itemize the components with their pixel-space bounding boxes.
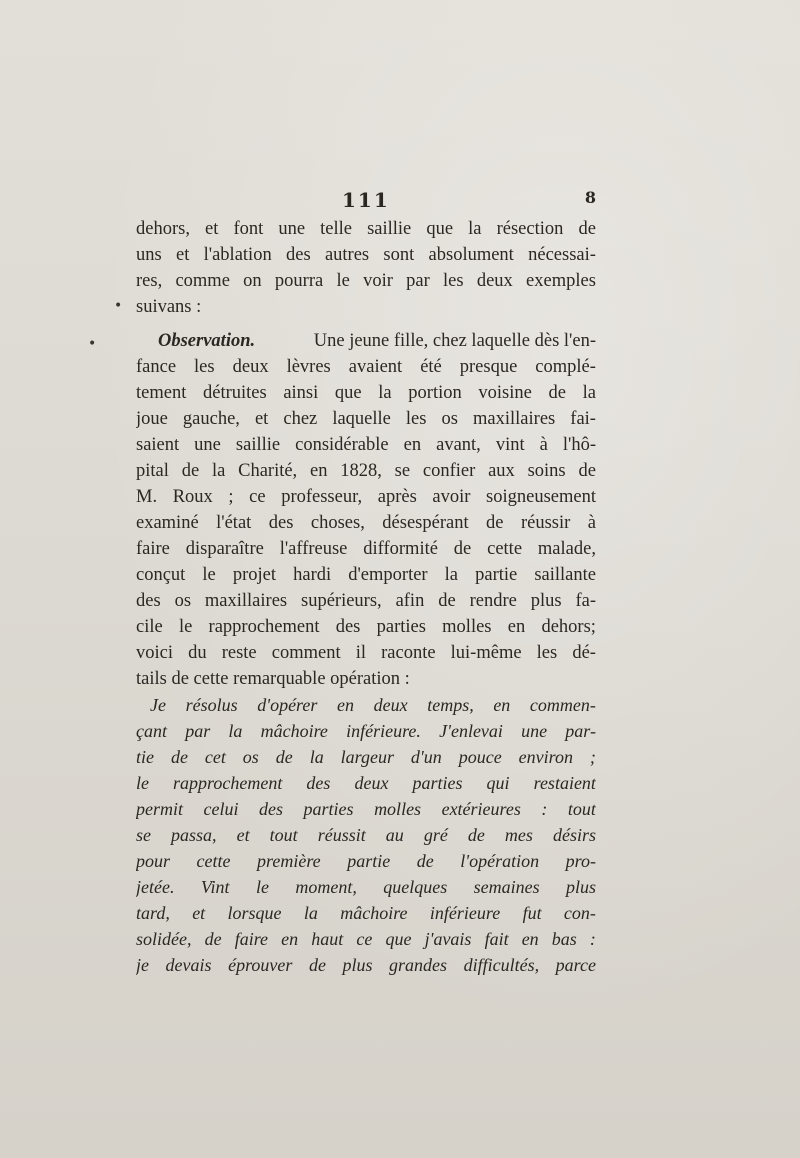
text-line: jetée. Vint le moment, quelques semaines plus [136,877,596,897]
text-line: permit celui des parties molles extérieures : tout [136,799,596,819]
page-number: 111 [342,188,390,212]
text-line: pital de la Charité, en 1828, se confier aux soins de [136,461,596,481]
text-line: tails de cette remarquable opération : [136,669,410,689]
text-line: je devais éprouver de plus grandes difficultés, parce [136,955,596,975]
text-line: fance les deux lèvres avaient été presque complé- [136,357,596,377]
paragraph-quotation [136,692,596,978]
text-line: examiné l'état des choses, désespérant de réussir à [136,513,596,533]
margin-mark: • [88,336,97,352]
text-line: çant par la mâchoire inférieure. J'enlevai une par- [136,721,596,741]
text-line: tie de cet os de la largeur d'un pouce environ ; [136,747,596,767]
text-line: des os maxillaires supérieurs, afin de rendre plus fa- [136,591,596,611]
signature-mark: 8 [584,188,596,207]
text-line: Je résolus d'opérer en deux temps, en commen- [150,695,596,715]
text-line: faire disparaître l'affreuse difformité de cette malade, [136,539,596,559]
text-line: se passa, et tout réussit au gré de mes désirs [136,825,596,845]
body-text [136,216,596,978]
paragraph-observation [136,328,596,692]
text-line: conçut le projet hardi d'emporter la partie saillante [136,565,596,585]
text-line [136,328,596,354]
text-line: cile le rapprochement des parties molles en dehors; [136,617,596,637]
text-line: dehors, et font une telle saillie que la résection de [136,219,596,239]
text-line: uns et l'ablation des autres sont absolument nécessai- [136,245,596,265]
text-line: res, comme on pourra le voir par les deux exemples [136,271,596,291]
observation-first-line: Une jeune fille, chez laquelle dès l'en- [313,331,596,351]
paragraph-intro [136,216,596,320]
observation-heading: Observation. [158,331,256,351]
text-line: tard, et lorsque la mâchoire inférieure fut con- [136,903,596,923]
text-line: le rapprochement des deux parties qui restaient [136,773,596,793]
text-line: voici du reste comment il raconte lui-même les dé- [136,643,596,663]
text-line: joue gauche, et chez laquelle les os maxillaires fai- [136,409,596,429]
text-line: M. Roux ; ce professeur, après avoir soigneusement [136,487,596,507]
text-line: solidée, de faire en haut ce que j'avais fait en bas : [136,929,596,949]
text-line: saient une saillie considérable en avant, vint à l'hô- [136,435,596,455]
page-header [136,188,596,214]
text-line: pour cette première partie de l'opération pro- [136,851,596,871]
text-line: suivans : [136,297,202,317]
margin-mark: • [114,298,123,314]
text-line: tement détruites ainsi que la portion voisine de la [136,383,596,403]
